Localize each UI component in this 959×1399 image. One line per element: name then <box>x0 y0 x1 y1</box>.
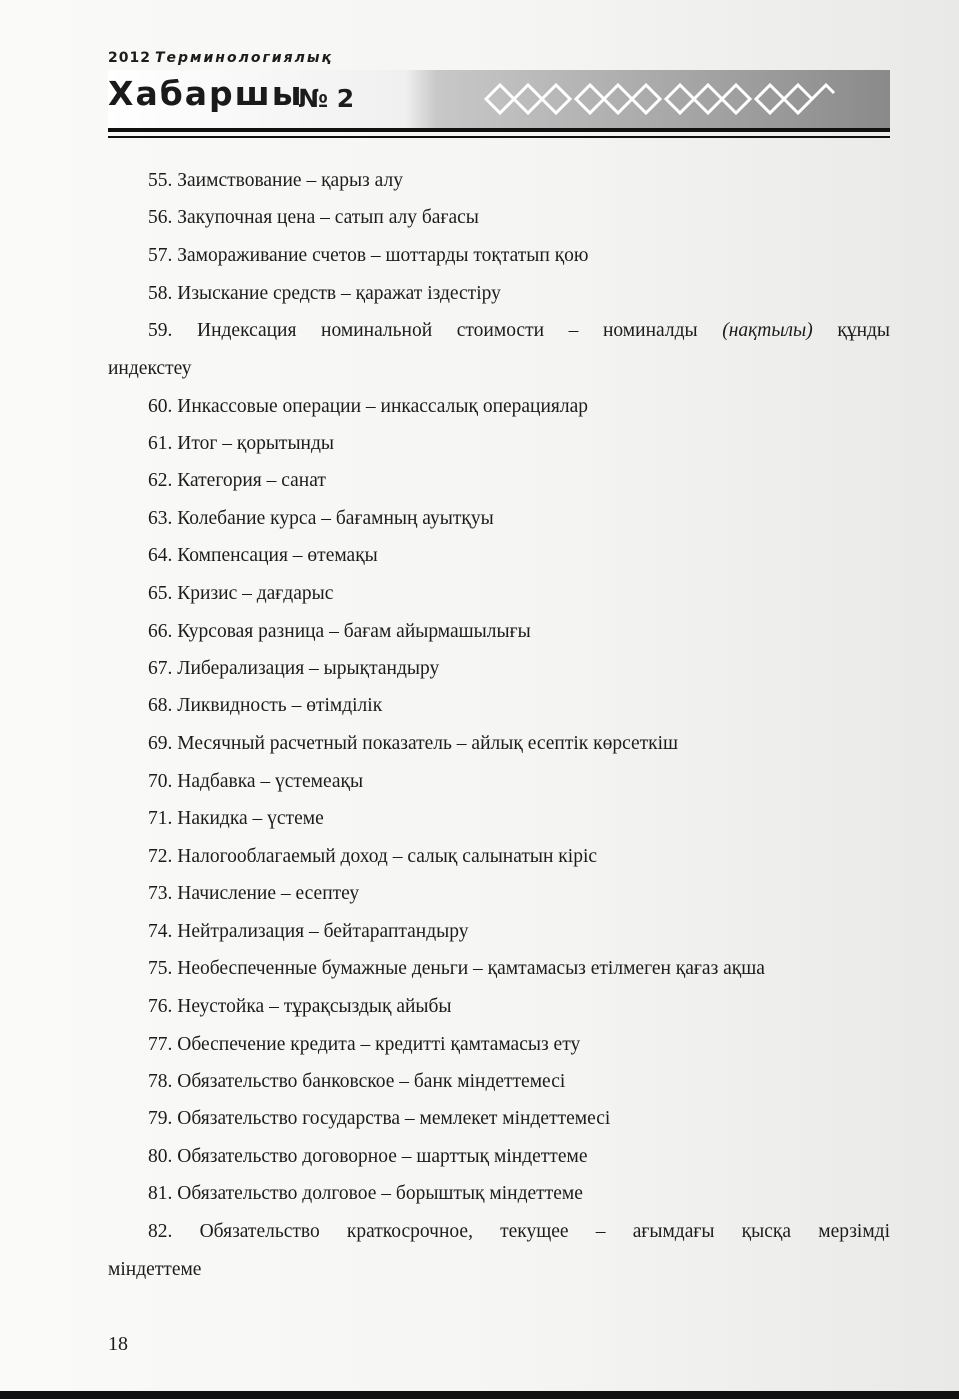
list-item: 82. Обязательство краткосрочное, текущее – ағымдағы қысқа мерзімді міндеттеме <box>108 1221 891 1280</box>
header-rule-thick <box>108 128 890 132</box>
list-item: 71. Накидка – үстеме <box>148 808 324 829</box>
ornament-icon <box>480 76 840 122</box>
page-number: 18 <box>108 1333 128 1355</box>
list-item: 72. Налогооблагаемый доход – салық салынатын кіріс <box>148 846 598 867</box>
list-item: 68. Ликвидность – өтімділік <box>148 695 383 716</box>
list-item: 63. Колебание курса – бағамның ауытқуы <box>148 508 494 529</box>
list-item: 57. Замораживание счетов – шоттарды тоқтатып қою <box>148 245 589 266</box>
list-item: 62. Категория – санат <box>148 470 326 491</box>
header-year-line <box>108 50 333 66</box>
list-item: 56. Закупочная цена – сатып алу бағасы <box>148 207 479 228</box>
issue-number: № 2 <box>298 84 355 113</box>
list-item: 80. Обязательство договорное – шарттық міндеттеме <box>148 1146 588 1167</box>
list-item: 60. Инкассовые операции – инкассалық операциялар <box>148 396 589 417</box>
list-item: 66. Курсовая разница – бағам айырмашылығы <box>148 621 531 642</box>
list-item: 76. Неустойка – тұрақсыздық айыбы <box>148 996 452 1017</box>
bottom-border <box>0 1391 959 1399</box>
list-item: 58. Изыскание средств – қаражат іздестіру <box>148 283 501 304</box>
list-item: 81. Обязательство долговое – борыштық міндеттеме <box>148 1183 583 1204</box>
list-item: 70. Надбавка – үстемеақы <box>148 771 364 792</box>
list-item: 67. Либерализация – ырықтандыру <box>148 658 440 679</box>
header-rule-thin <box>108 136 890 138</box>
list-item: 77. Обеспечение кредита – кредитті қамтамасыз ету <box>148 1034 581 1055</box>
journal-title: Хабаршы <box>108 74 304 113</box>
list-item: 74. Нейтрализация – бейтараптандыру <box>148 921 469 942</box>
header-year: 2012 <box>108 50 151 66</box>
list-item: 65. Кризис – дағдарыс <box>148 583 334 604</box>
list-item: 64. Компенсация – өтемақы <box>148 545 378 566</box>
list-item: 59. Индексация номинальной стоимости – номиналды (нақтылы) құнды индекстеу <box>108 320 891 379</box>
list-item: 61. Итог – қорытынды <box>148 433 335 454</box>
page-header <box>108 44 890 144</box>
list-item: 79. Обязательство государства – мемлекет міндеттемесі <box>148 1108 611 1129</box>
list-item: 75. Необеспеченные бумажные деньги – қамтамасыз етілмеген қағаз ақша <box>148 958 765 979</box>
header-series: Терминологиялық <box>154 50 333 66</box>
list-item: 69. Месячный расчетный показатель – айлық есептік көрсеткіш <box>148 733 679 754</box>
list-item: 55. Заимствование – қарыз алу <box>148 170 403 191</box>
list-item: 73. Начисление – есептеу <box>148 883 360 904</box>
list-item: 78. Обязательство банковское – банк міндеттемесі <box>148 1071 566 1092</box>
